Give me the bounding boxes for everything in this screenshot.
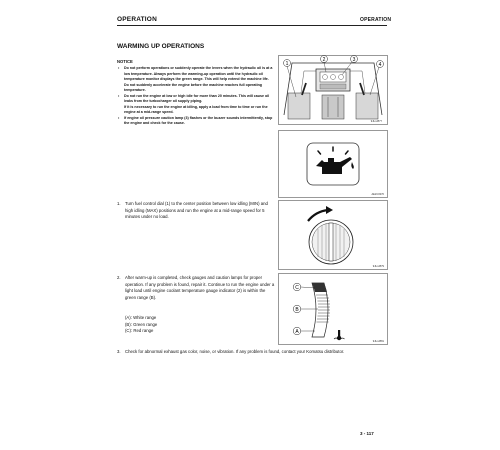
svg-text:3: 3 — [352, 56, 356, 63]
notice-body — [117, 66, 275, 127]
fig2-caption: AE2C0370 — [371, 193, 384, 196]
svg-text:4: 4 — [378, 61, 382, 68]
notice-bullet-2 — [117, 94, 275, 105]
svg-text:A: A — [295, 328, 299, 335]
step-1-number: 1. — [117, 201, 121, 206]
header-title-left: OPERATION — [117, 16, 157, 23]
step-2-number: 2. — [117, 275, 121, 280]
svg-text:1: 1 — [285, 60, 289, 67]
bullet-dot-icon: • — [118, 66, 120, 70]
gauge-label-b — [293, 305, 301, 313]
notice-bullet-1-extra: Do not suddenly accelerate the engine before the machine reaches full operating temperature. — [124, 82, 262, 92]
step-3-number: 3. — [117, 349, 121, 354]
coolant-range-list — [125, 315, 275, 335]
gauge-label-a — [293, 327, 301, 335]
notice-bullet-3 — [117, 116, 275, 127]
bullet-dot-icon: • — [118, 93, 120, 98]
callout-1 — [284, 60, 291, 67]
fuel-control-dial-figure — [278, 200, 388, 270]
step-2-text: After warm-up is completed, check gauges and caution lamps for proper operation. If any problem is found, repair it. Continue to run the engine under a light load until engine coolant temperature gauge indicator (2) is within the green range (B). — [125, 275, 275, 301]
header-rule — [117, 25, 387, 26]
svg-text:2: 2 — [322, 56, 326, 63]
bullet-dot-icon: • — [118, 115, 120, 120]
step-3-text: Check for abnormal exhaust gas color, noise, or vibration. If any problem is found, contact your Komatsu distributor. — [125, 349, 345, 354]
range-c-label: (C): Red range — [125, 328, 154, 334]
page-number: 3 - 117 — [360, 431, 374, 436]
fig4-caption: 9JH-2881 — [372, 340, 384, 343]
step-1-text: Turn fuel control dial (1) to the center position between low idling (MIN) and high idling (MAX) positions and run the engine at a mid-range speed for 5 minutes under no load. — [125, 201, 268, 220]
notice-bullet-1-text: Do not perform operations or suddenly operate the levers when the hydraulic oil is at a low temperature. Always perform the warming-up operation until the hydraulic oil temperature monitor displays the green range. This will help extend the machine life. — [124, 66, 273, 81]
coolant-temperature-gauge-figure — [278, 273, 388, 345]
section-title: WARMING UP OPERATIONS — [117, 43, 205, 50]
step-2 — [117, 275, 277, 302]
fig1-caption: 9JH-2877 — [370, 120, 382, 123]
notice-bullet-2-extra: If it is necessary to run the engine at idling, apply a load from time to time or run the engine at a mid-range speed. — [124, 104, 268, 114]
cab-interior-figure — [278, 55, 388, 125]
notice-bullet-2-text: Do not run the engine at low or high idle for more than 20 minutes. This will cause oil leaks from the turbocharger oil supply piping. — [124, 93, 270, 103]
range-a-label: (A): White range — [125, 315, 157, 320]
gauge-label-c — [293, 283, 301, 291]
callout-2 — [321, 56, 328, 63]
fig3-caption: 9JH-2879 — [372, 265, 384, 268]
notice-bullet-3-text: If engine oil pressure caution lamp (3) flashes or the buzzer sounds intermittently, stop the engine and check for the cause. — [124, 115, 273, 125]
notice-title: NOTICE — [117, 59, 133, 64]
notice-bullet-1 — [117, 66, 275, 83]
callout-4 — [377, 61, 384, 68]
header-title-right: OPERATION — [360, 17, 392, 23]
step-3 — [117, 349, 387, 356]
step-1 — [117, 201, 277, 221]
range-b-label: (B): Green range — [125, 321, 158, 327]
svg-text:C: C — [295, 284, 299, 291]
oil-pressure-lamp-figure — [278, 130, 388, 198]
svg-text:B: B — [295, 306, 299, 313]
callout-3 — [351, 56, 358, 63]
